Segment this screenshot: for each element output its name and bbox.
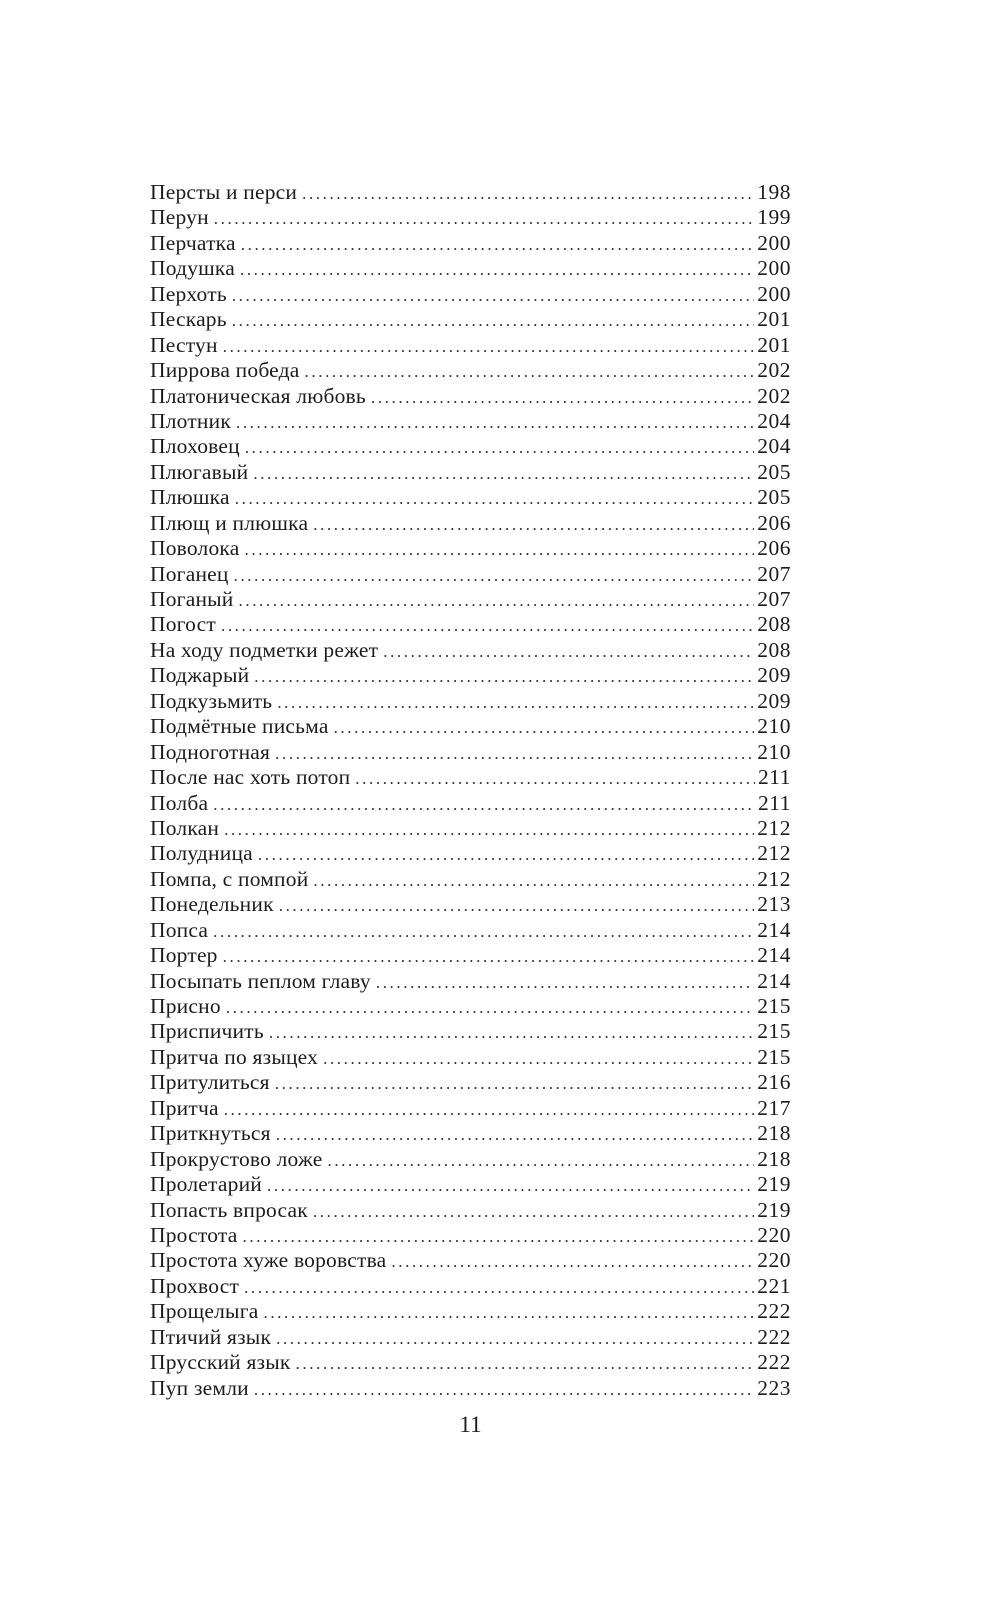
toc-entry-title: Простота [150,1222,238,1247]
toc-row [150,205,791,230]
toc-dot-leader [223,333,755,358]
toc-entry-page: 208 [757,612,791,637]
toc-entry-page: 207 [757,561,791,586]
toc-entry-page: 214 [757,943,791,968]
toc-entry-page: 201 [757,332,791,357]
toc-dot-leader [313,511,754,536]
toc-entry-page: 220 [757,1248,791,1273]
toc-row [150,1172,791,1197]
toc-row [150,867,791,892]
table-of-contents [150,180,791,1401]
toc-dot-leader [327,1147,754,1172]
toc-entry-title: Перун [150,205,209,230]
toc-entry-page: 212 [757,841,791,866]
toc-entry-page: 200 [757,230,791,255]
toc-dot-leader [232,282,754,307]
toc-entry-title: Платоническая любовь [150,383,366,408]
toc-entry-page: 219 [757,1172,791,1197]
toc-entry-title: На ходу подметки режет [150,637,379,662]
toc-dot-leader [226,994,754,1019]
toc-entry-title: Попса [150,917,209,942]
toc-dot-leader [313,867,754,892]
toc-dot-leader [334,714,755,739]
toc-entry-page: 222 [757,1324,791,1349]
toc-entry-title: Перхоть [150,281,227,306]
toc-dot-leader [258,841,754,866]
toc-dot-leader [279,892,755,917]
toc-entry-page: 213 [757,892,791,917]
toc-entry-page: 222 [757,1299,791,1324]
toc-entry-page: 204 [757,434,791,459]
toc-row [150,1121,791,1146]
toc-entry-page: 198 [757,180,791,204]
toc-row [150,1045,791,1070]
toc-entry-title: Прусский язык [150,1350,291,1375]
toc-row [150,841,791,866]
toc-entry-page: 206 [757,536,791,561]
toc-row [150,663,791,688]
toc-entry-title: Посыпать пеплом главу [150,968,371,993]
toc-entry-title: Присно [150,994,221,1018]
toc-row [150,1147,791,1172]
toc-entry-page: 215 [757,994,791,1018]
toc-dot-leader [355,765,755,790]
toc-entry-page: 223 [757,1375,791,1400]
toc-entry-page: 212 [757,866,791,891]
toc-dot-leader [214,205,754,230]
toc-row [150,1019,791,1044]
toc-dot-leader [313,1198,754,1223]
toc-entry-title: Плюшка [150,485,230,510]
toc-entry-title: Притча по языцех [150,1044,319,1069]
toc-dot-leader [240,256,754,281]
toc-dot-leader [267,1172,754,1197]
toc-entry-page: 211 [758,790,791,815]
toc-dot-leader [236,409,754,434]
toc-dot-leader [323,1045,754,1070]
toc-entry-page: 208 [757,637,791,662]
toc-dot-leader [302,180,754,205]
toc-row [150,1350,791,1375]
toc-row [150,434,791,459]
toc-row [150,1198,791,1223]
toc-entry-page: 200 [757,256,791,281]
toc-entry-title: Приспичить [150,1019,264,1044]
toc-dot-leader [269,1019,754,1044]
toc-dot-leader [239,587,755,612]
toc-dot-leader [235,485,755,510]
page-number: 11 [459,1412,482,1437]
toc-entry-page: 218 [757,1146,791,1171]
toc-entry-page: 221 [757,1273,791,1298]
toc-entry-title: Полудница [150,841,253,866]
toc-row [150,333,791,358]
toc-row [150,1274,791,1299]
toc-dot-leader [276,1121,755,1146]
toc-entry-title: Приткнуться [150,1121,271,1146]
toc-entry-title: Поджарый [150,663,250,688]
toc-entry-page: 205 [757,485,791,510]
toc-dot-leader [224,816,754,841]
toc-entry-page: 202 [757,383,791,408]
toc-row [150,460,791,485]
toc-dot-leader [376,969,754,994]
toc-entry-title: Помпа, с помпой [150,866,309,891]
toc-row [150,1223,791,1248]
toc-row [150,1325,791,1350]
toc-entry-page: 210 [757,714,791,739]
toc-entry-page: 204 [757,408,791,433]
toc-row [150,485,791,510]
toc-entry-title: Поволока [150,536,240,561]
toc-dot-leader [234,562,755,587]
toc-dot-leader [224,1096,755,1121]
toc-row [150,358,791,383]
toc-dot-leader [213,918,754,943]
toc-entry-title: Полба [150,790,209,815]
toc-row [150,918,791,943]
toc-row [150,1376,791,1401]
toc-dot-leader [276,1325,754,1350]
toc-entry-title: Попасть впросак [150,1197,308,1222]
toc-dot-leader [254,663,754,688]
toc-entry-title: Притча [150,1095,219,1120]
toc-entry-title: Подкузьмить [150,688,273,713]
toc-dot-leader [383,638,754,663]
toc-row [150,180,791,205]
toc-row [150,740,791,765]
toc-dot-leader [245,434,754,459]
toc-entry-title: Понедельник [150,892,274,917]
toc-entry-page: 214 [757,917,791,942]
toc-row [150,892,791,917]
toc-entry-page: 210 [757,739,791,764]
toc-entry-title: Полкан [150,815,220,840]
toc-entry-page: 216 [757,1070,791,1095]
toc-row [150,1299,791,1324]
toc-row [150,231,791,256]
toc-dot-leader [253,460,754,485]
toc-entry-title: Простота хуже воровства [150,1248,387,1273]
toc-dot-leader [244,1274,754,1299]
toc-entry-page: 201 [757,307,791,332]
toc-entry-title: После нас хоть потоп [150,765,351,790]
toc-row [150,409,791,434]
toc-row [150,638,791,663]
toc-row [150,765,791,790]
toc-entry-title: Поганый [150,587,234,611]
toc-entry-page: 207 [757,587,791,611]
toc-entry-title: Подмётные письма [150,714,329,739]
toc-entry-title: Пиррова победа [150,358,300,383]
toc-row [150,282,791,307]
toc-row [150,816,791,841]
toc-dot-leader [305,358,755,383]
toc-row [150,791,791,816]
toc-entry-title: Притулиться [150,1070,270,1095]
toc-entry-page: 219 [757,1197,791,1222]
toc-entry-title: Погост [150,612,216,637]
toc-entry-title: Подушка [150,256,235,281]
toc-entry-title: Прохвост [150,1273,240,1298]
toc-entry-page: 215 [757,1019,791,1044]
toc-row [150,689,791,714]
toc-dot-leader [296,1350,755,1375]
toc-entry-title: Поганец [150,561,229,586]
toc-row [150,587,791,612]
toc-entry-page: 206 [757,510,791,535]
toc-dot-leader [277,689,754,714]
toc-entry-title: Плотник [150,408,231,433]
toc-entry-title: Прощелыга [150,1299,259,1324]
toc-row [150,384,791,409]
toc-dot-leader [275,1070,754,1095]
toc-dot-leader [275,740,754,765]
toc-dot-leader [213,791,755,816]
toc-entry-page: 202 [757,358,791,383]
toc-entry-page: 217 [757,1095,791,1120]
toc-entry-title: Плюгавый [150,459,249,484]
toc-row [150,1096,791,1121]
toc-entry-title: Пестун [150,332,218,357]
toc-entry-title: Пролетарий [150,1172,262,1197]
toc-entry-title: Портер [150,943,218,968]
toc-entry-page: 222 [757,1350,791,1375]
toc-row [150,1070,791,1095]
toc-row [150,943,791,968]
toc-entry-page: 214 [757,968,791,993]
toc-row [150,256,791,281]
toc-entry-title: Пескарь [150,307,227,332]
toc-dot-leader [221,612,754,637]
toc-dot-leader [263,1299,754,1324]
toc-entry-title: Прокрустово ложе [150,1146,323,1171]
toc-entry-page: 211 [758,765,791,790]
toc-row [150,994,791,1019]
toc-row [150,562,791,587]
toc-entry-page: 209 [757,688,791,713]
toc-entry-page: 218 [757,1121,791,1146]
toc-entry-page: 200 [757,281,791,306]
toc-dot-leader [254,1376,754,1401]
toc-entry-page: 220 [757,1222,791,1247]
toc-entry-title: Пуп земли [150,1375,249,1400]
toc-entry-title: Персты и перси [150,180,298,204]
toc-dot-leader [241,231,755,256]
toc-dot-leader [245,536,755,561]
toc-row [150,536,791,561]
toc-entry-title: Перчатка [150,230,236,255]
toc-row [150,1248,791,1273]
toc-entry-page: 199 [757,205,791,230]
toc-entry-title: Птичий язык [150,1324,272,1349]
toc-entry-title: Плющ и плюшка [150,510,309,535]
toc-entry-page: 205 [757,459,791,484]
toc-row [150,307,791,332]
toc-row [150,969,791,994]
toc-dot-leader [223,943,755,968]
toc-dot-leader [371,384,754,409]
toc-row [150,511,791,536]
toc-row [150,612,791,637]
toc-dot-leader [243,1223,755,1248]
toc-entry-page: 215 [757,1044,791,1069]
toc-dot-leader [391,1248,754,1273]
toc-entry-title: Подноготная [150,739,271,764]
toc-entry-title: Плоховец [150,434,240,459]
toc-entry-page: 212 [757,815,791,840]
toc-row [150,714,791,739]
toc-entry-page: 209 [757,663,791,688]
toc-dot-leader [232,307,754,332]
